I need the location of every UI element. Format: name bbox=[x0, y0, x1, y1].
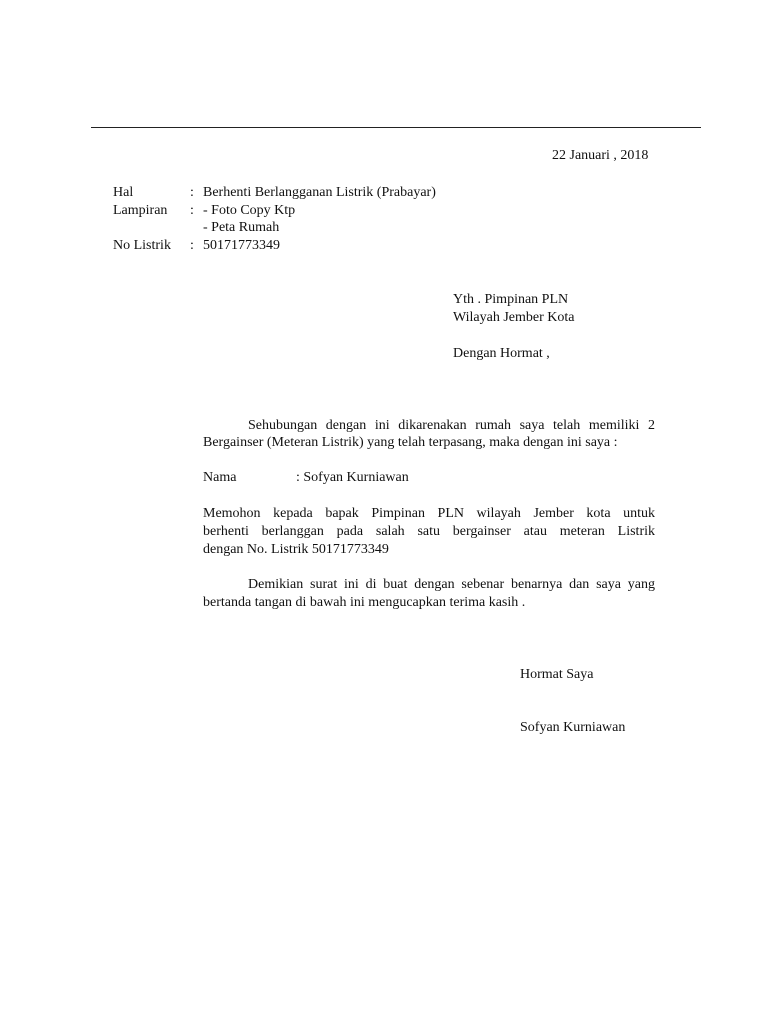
para3-line2: bertanda tangan di bawah ini mengucapkan terima kasih . bbox=[203, 595, 526, 610]
para3-line1-text: Demikian surat ini di buat dengan sebenar benarnya dan saya yang bbox=[248, 577, 655, 592]
para1-line1 bbox=[203, 417, 655, 435]
signer-name: Sofyan Kurniawan bbox=[520, 720, 626, 735]
para1-line2: Bergainser (Meteran Listrik) yang telah terpasang, maka dengan ini saya : bbox=[203, 435, 618, 450]
para3-line1 bbox=[203, 576, 655, 594]
closing: Hormat Saya bbox=[520, 667, 594, 682]
nama-label: Nama bbox=[203, 470, 237, 485]
recipient-line2: Wilayah Jember Kota bbox=[453, 310, 575, 325]
header-divider bbox=[91, 127, 701, 128]
lampiran-item-ktp: - Foto Copy Ktp bbox=[203, 203, 296, 218]
nolistrik-value: 50171773349 bbox=[203, 238, 280, 253]
para2-line1: Memohon kepada bapak Pimpinan PLN wilayah Jember kota untuk bbox=[203, 506, 655, 521]
para2-line3: dengan No. Listrik 50171773349 bbox=[203, 542, 389, 557]
recipient-line1: Yth . Pimpinan PLN bbox=[453, 292, 569, 307]
greeting: Dengan Hormat , bbox=[453, 346, 550, 361]
lampiran-item-peta: - Peta Rumah bbox=[203, 220, 280, 235]
hal-value: Berhenti Berlangganan Listrik (Prabayar) bbox=[203, 185, 436, 200]
lampiran-label: Lampiran bbox=[113, 203, 168, 218]
para2-line2: berhenti berlanggan pada salah satu bergainser atau meteran Listrik bbox=[203, 524, 655, 539]
nolistrik-label: No Listrik bbox=[113, 238, 171, 253]
letter-date: 22 Januari , 2018 bbox=[552, 148, 649, 163]
nolistrik-colon: : bbox=[190, 238, 194, 253]
hal-colon: : bbox=[190, 185, 194, 200]
hal-label: Hal bbox=[113, 185, 134, 200]
lampiran-colon: : bbox=[190, 203, 194, 218]
para1-line1-text: Sehubungan dengan ini dikarenakan rumah saya telah memiliki 2 bbox=[248, 418, 655, 433]
nama-value: : Sofyan Kurniawan bbox=[296, 470, 409, 485]
